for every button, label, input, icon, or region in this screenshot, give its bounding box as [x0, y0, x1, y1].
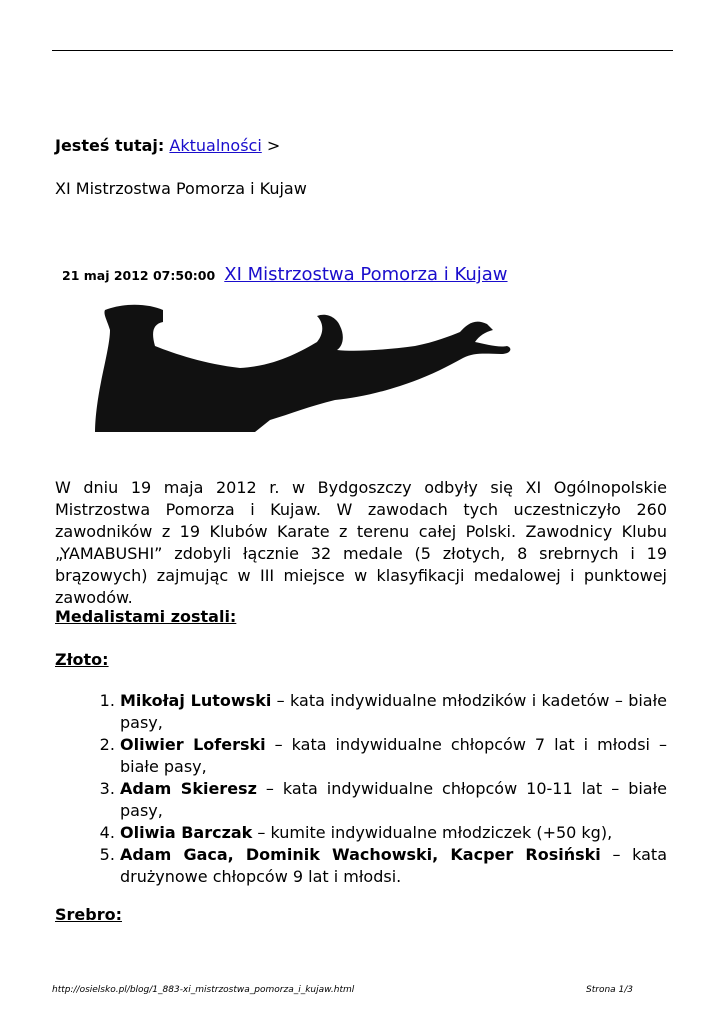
breadcrumb-label: Jesteś tutaj:: [55, 136, 165, 155]
list-item: [120, 844, 667, 888]
page-title: XI Mistrzostwa Pomorza i Kujaw: [55, 179, 307, 198]
medalist-name: Oliwier Loferski: [120, 735, 266, 754]
breadcrumb-separator: >: [266, 136, 281, 155]
medalist-name: Oliwia Barczak: [120, 823, 253, 842]
medalist-desc: – kata indywidualne chłopców 10-11 lat – białe pasy,: [120, 779, 667, 820]
list-item: [120, 822, 667, 844]
medalist-desc: – kumite indywidualne młodziczek (+50 kg),: [252, 823, 613, 842]
footer-url: http://osielsko.pl/blog/1_883-xi_mistrzostwa_pomorza_i_kujaw.html: [52, 985, 355, 995]
breadcrumb-link-aktualnosci[interactable]: Aktualności: [169, 136, 262, 155]
footer-page-number: Strona 1/3: [586, 985, 634, 995]
list-item: [120, 734, 667, 778]
article-body: W dniu 19 maja 2012 r. w Bydgoszczy odbyły się XI Ogólnopolskie Mistrzostwa Pomorza i Kujaw. W zawodach tych uczestniczyło 260 zawodników z 19 Klubów Karate z terenu całej Polski. Zawodnicy Klubu „YAMABUSHI” zdobyli łącznie 32 medale (5 złotych, 8 srebrnych i 19 brązowych) zajmując w III miejsce w klasyfikacji medalowej i punktowej zawodów.: [55, 478, 667, 607]
gold-medalists-list: [55, 690, 667, 888]
list-item: [120, 778, 667, 822]
gold-heading: Złoto:: [55, 650, 109, 669]
breadcrumb: [55, 136, 280, 155]
medalist-name: Adam Gaca, Dominik Wachowski, Kacper Rosiński: [120, 845, 601, 864]
post-date: 21 maj 2012 07:50:00: [62, 268, 216, 283]
medalist-name: Adam Skieresz: [120, 779, 257, 798]
post-title-link[interactable]: XI Mistrzostwa Pomorza i Kujaw: [224, 264, 508, 285]
silver-heading: Srebro:: [55, 905, 122, 924]
medalist-name: Mikołaj Lutowski: [120, 691, 272, 710]
medalist-desc: – kata indywidualne chłopców 7 lat i młodsi – białe pasy,: [120, 735, 668, 776]
list-item: [120, 690, 667, 734]
top-divider: [52, 50, 673, 51]
medalist-desc: – kata indywidualne młodzików i kadetów – białe pasy,: [120, 691, 667, 732]
medalists-heading: Medalistami zostali:: [55, 607, 237, 626]
medalist-desc: – kata drużynowe chłopców 9 lat i młodsi.: [120, 845, 668, 886]
karate-silhouette-image: [55, 302, 520, 432]
post-header: [62, 264, 508, 285]
